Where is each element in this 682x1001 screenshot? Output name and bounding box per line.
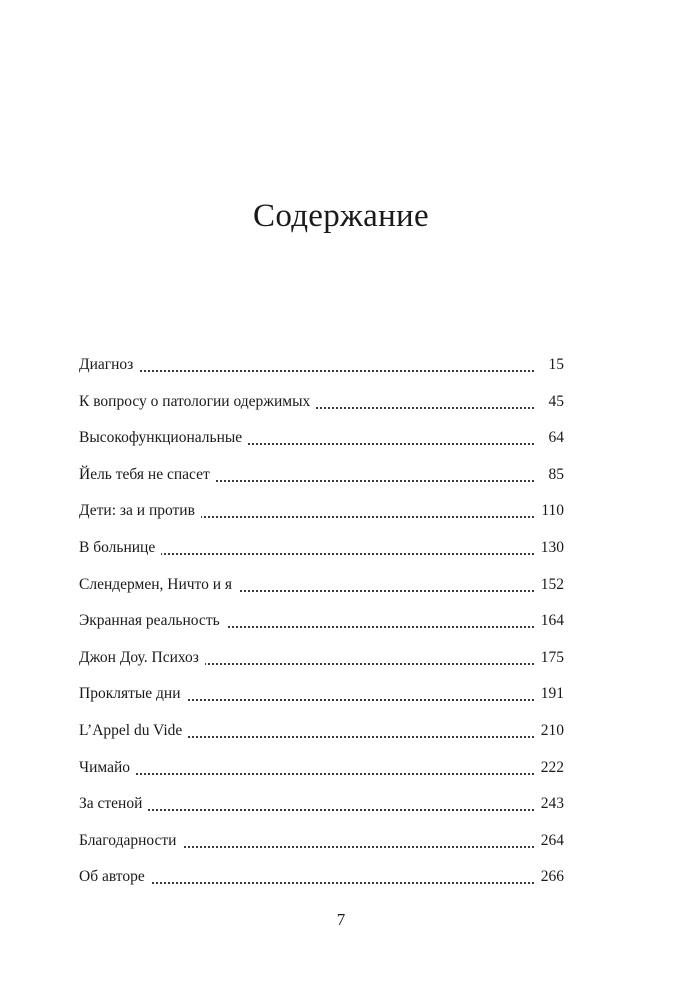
toc-entry-title: Об авторе xyxy=(79,865,151,889)
toc-entry[interactable] xyxy=(79,829,564,866)
toc-entry-title: В больнице xyxy=(79,536,161,560)
toc-entry-title: L’Appel du Vide xyxy=(79,719,188,743)
toc-entry-title: Чимайо xyxy=(79,756,136,780)
toc-entry-title: Экранная реальность xyxy=(79,609,226,633)
toc-entry-page: 264 xyxy=(535,829,564,853)
toc-entry[interactable] xyxy=(79,719,564,756)
page-title: Содержание xyxy=(253,198,429,234)
toc-entry[interactable] xyxy=(79,682,564,719)
toc-entry-title: Дети: за и против xyxy=(79,499,201,523)
table-of-contents xyxy=(79,353,564,902)
toc-entry-title: Проклятые дни xyxy=(79,682,187,706)
toc-entry-page: 45 xyxy=(543,390,565,414)
toc-entry-page: 164 xyxy=(535,609,564,633)
toc-entry[interactable] xyxy=(79,463,564,500)
toc-entry-page: 266 xyxy=(535,865,564,889)
toc-entry-page: 130 xyxy=(535,536,564,560)
leader-dots xyxy=(79,360,534,372)
toc-entry-page: 222 xyxy=(535,756,564,780)
toc-entry[interactable] xyxy=(79,609,564,646)
toc-entry-title: За стеной xyxy=(79,792,148,816)
toc-entry-page: 85 xyxy=(543,463,565,487)
toc-entry[interactable] xyxy=(79,865,564,902)
toc-entry-page: 243 xyxy=(535,792,564,816)
toc-entry[interactable] xyxy=(79,426,564,463)
toc-entry[interactable] xyxy=(79,756,564,793)
toc-entry[interactable] xyxy=(79,390,564,427)
toc-entry-page: 110 xyxy=(535,499,564,523)
toc-entry-page: 210 xyxy=(535,719,564,743)
toc-entry-page: 15 xyxy=(543,353,565,377)
toc-entry-title: Благодарности xyxy=(79,829,182,853)
toc-entry-title: Йель тебя не спасет xyxy=(79,463,216,487)
toc-entry[interactable] xyxy=(79,646,564,683)
page-number: 7 xyxy=(336,910,346,929)
toc-entry-title: К вопросу о патологии одержимых xyxy=(79,390,316,414)
toc-entry-page: 152 xyxy=(535,573,564,597)
toc-entry-title: Джон Доу. Психоз xyxy=(79,646,205,670)
toc-entry-page: 64 xyxy=(543,426,565,450)
leader-dots xyxy=(79,763,534,775)
toc-entry[interactable] xyxy=(79,536,564,573)
toc-entry-title: Высокофункциональные xyxy=(79,426,248,450)
toc-entry-page: 175 xyxy=(535,646,564,670)
toc-entry[interactable] xyxy=(79,353,564,390)
toc-entry-page: 191 xyxy=(535,682,564,706)
toc-entry-title: Слендермен, Ничто и я xyxy=(79,573,238,597)
toc-entry[interactable] xyxy=(79,792,564,829)
toc-entry[interactable] xyxy=(79,499,564,536)
toc-entry-title: Диагноз xyxy=(79,353,139,377)
toc-entry[interactable] xyxy=(79,573,564,610)
